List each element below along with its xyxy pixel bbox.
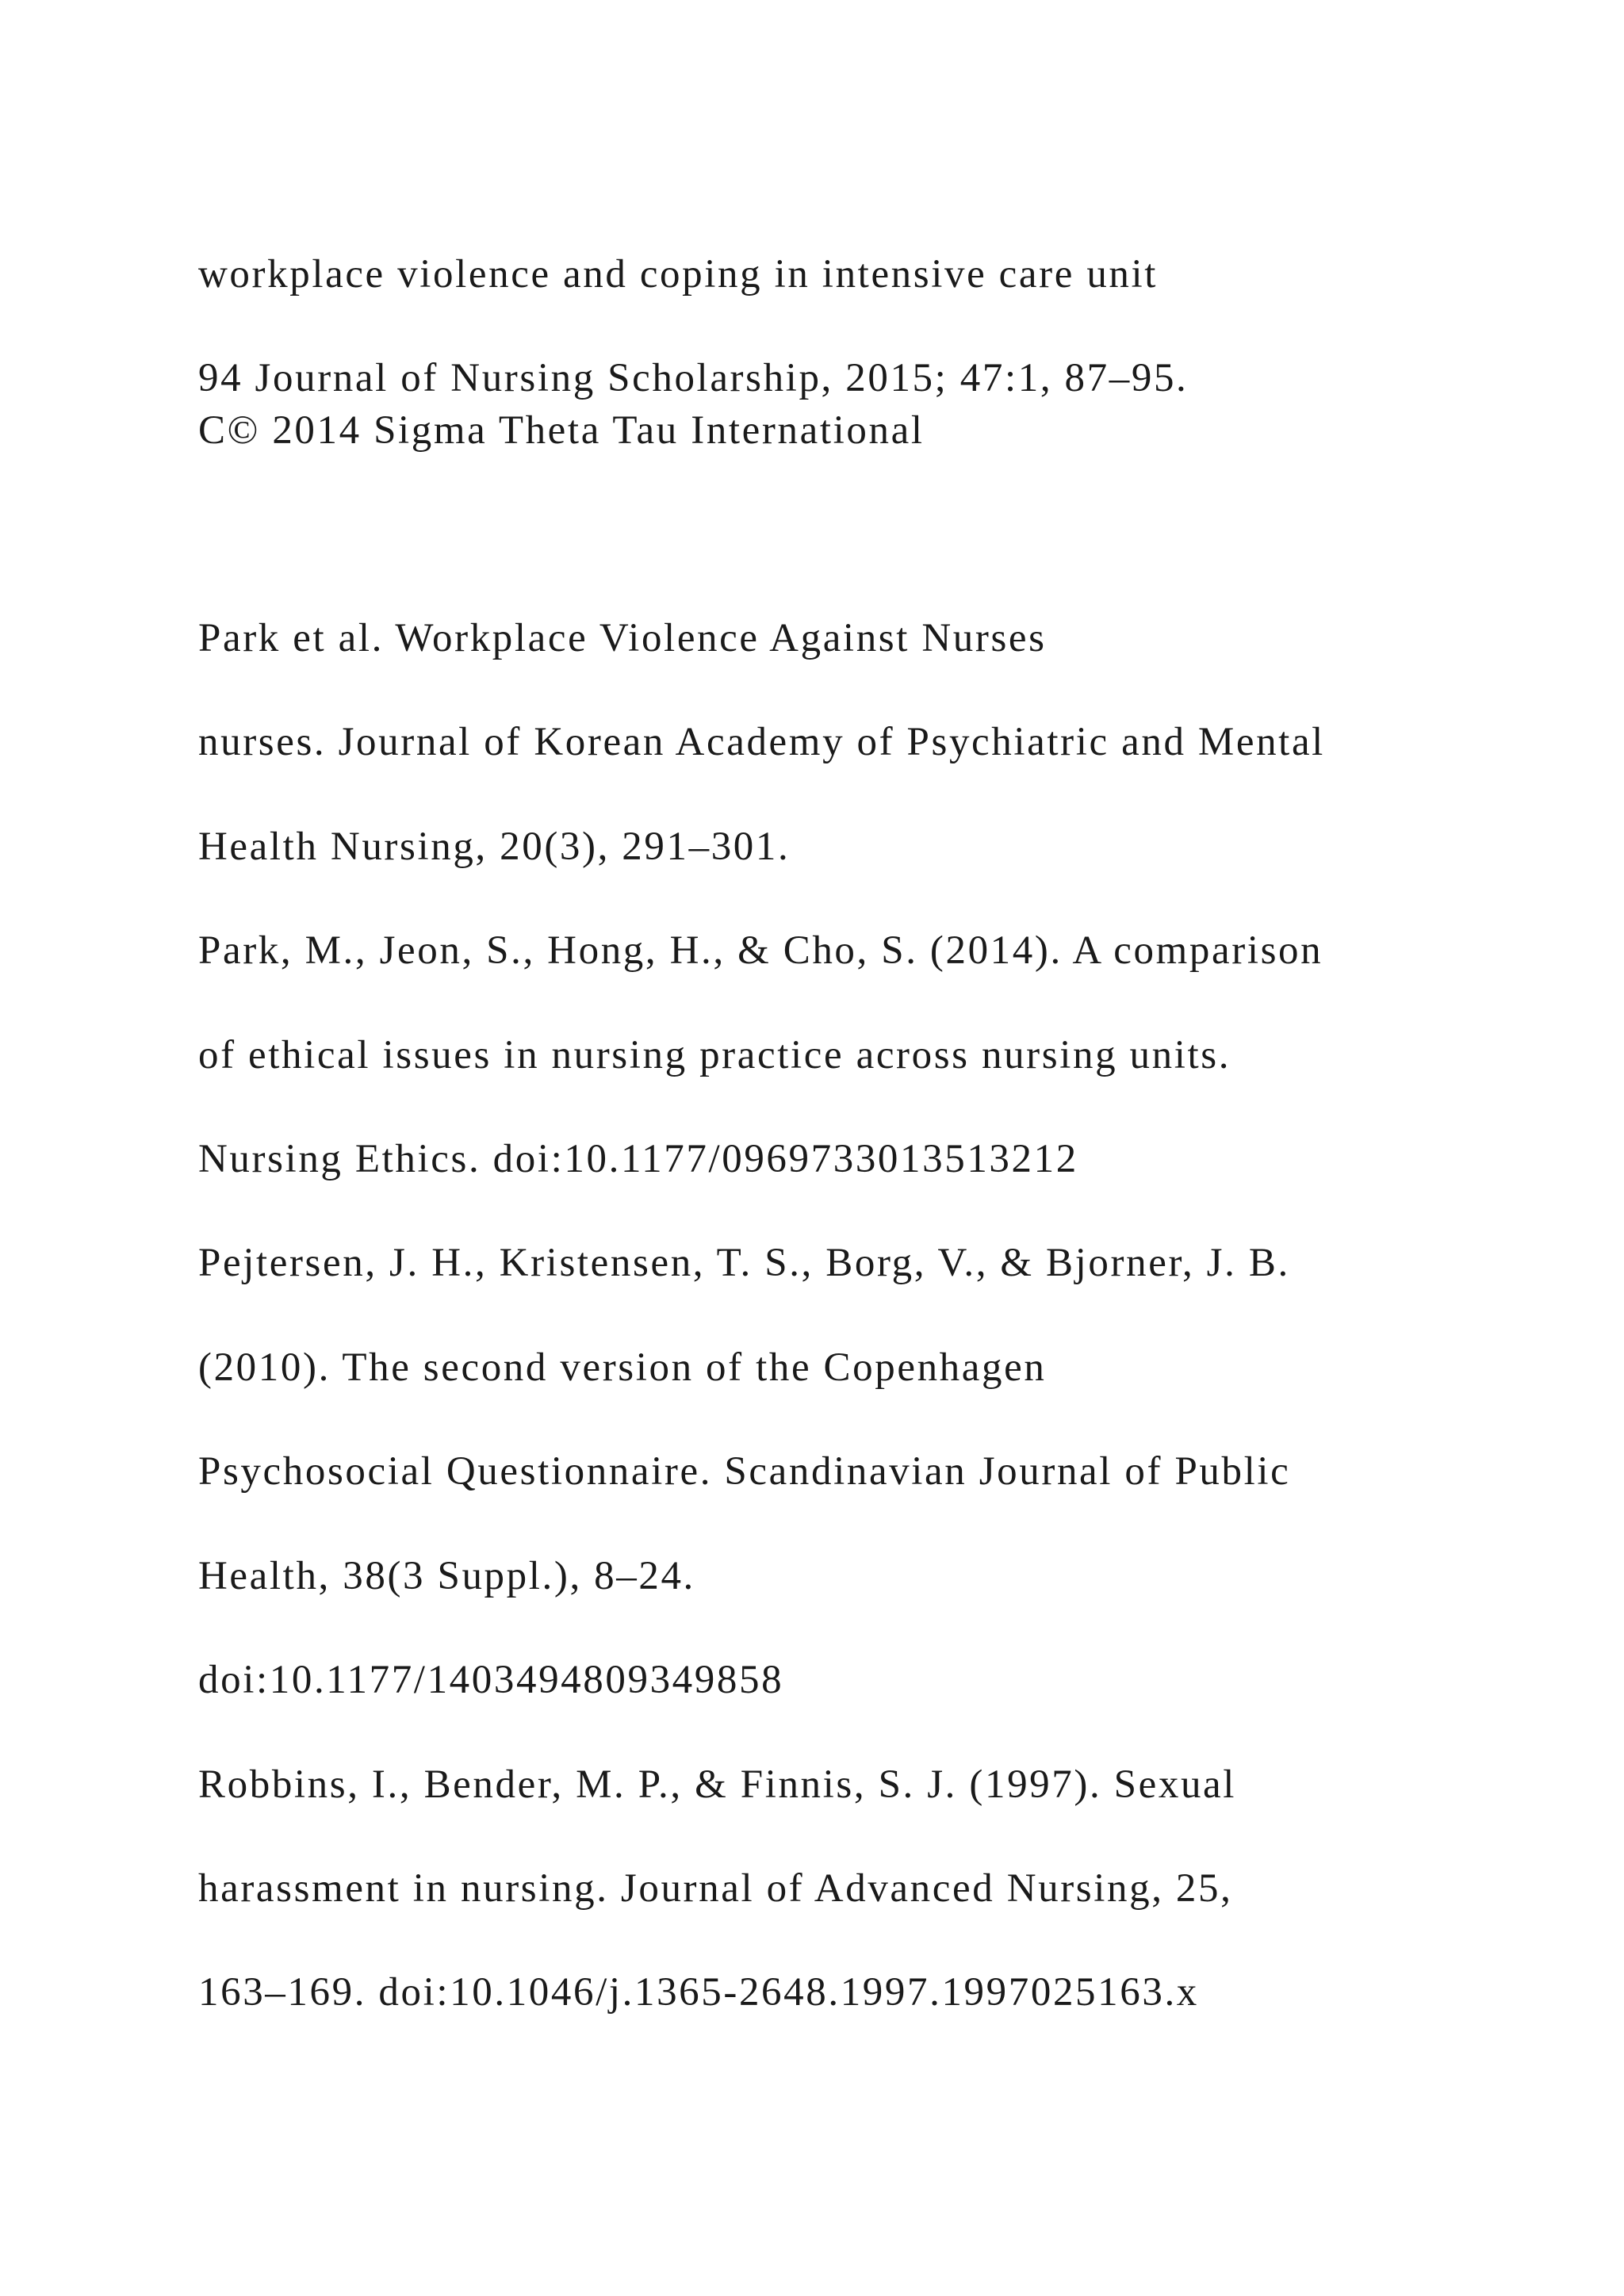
reference-line: Park, M., Jeon, S., Hong, H., & Cho, S. (2014). A comparison	[198, 928, 1323, 973]
reference-line: Health Nursing, 20(3), 291–301.	[198, 825, 791, 869]
reference-line: Nursing Ethics. doi:10.1177/0969733013513212	[198, 1137, 1078, 1181]
reference-line: (2010). The second version of the Copenhagen	[198, 1345, 1047, 1390]
journal-citation-line: 94 Journal of Nursing Scholarship, 2015; 47:1, 87–95.	[198, 356, 1189, 400]
reference-line: nurses. Journal of Korean Academy of Psychiatric and Mental	[198, 720, 1325, 764]
reference-line: of ethical issues in nursing practice across nursing units.	[198, 1033, 1231, 1077]
running-title: workplace violence and coping in intensive care unit	[198, 252, 1159, 297]
reference-line: doi:10.1177/1403494809349858	[198, 1658, 784, 1702]
reference-line: 163–169. doi:10.1046/j.1365-2648.1997.1997025163.x	[198, 1970, 1199, 2015]
reference-line: harassment in nursing. Journal of Advanced Nursing, 25,	[198, 1866, 1233, 1911]
reference-line: Psychosocial Questionnaire. Scandinavian Journal of Public	[198, 1449, 1291, 1494]
reference-line: Robbins, I., Bender, M. P., & Finnis, S. J. (1997). Sexual	[198, 1762, 1237, 1807]
reference-line: Health, 38(3 Suppl.), 8–24.	[198, 1554, 695, 1598]
copyright-line: C© 2014 Sigma Theta Tau International	[198, 408, 925, 453]
reference-line: Pejtersen, J. H., Kristensen, T. S., Borg, V., & Bjorner, J. B.	[198, 1241, 1290, 1285]
section-title: Park et al. Workplace Violence Against Nurses	[198, 616, 1047, 660]
